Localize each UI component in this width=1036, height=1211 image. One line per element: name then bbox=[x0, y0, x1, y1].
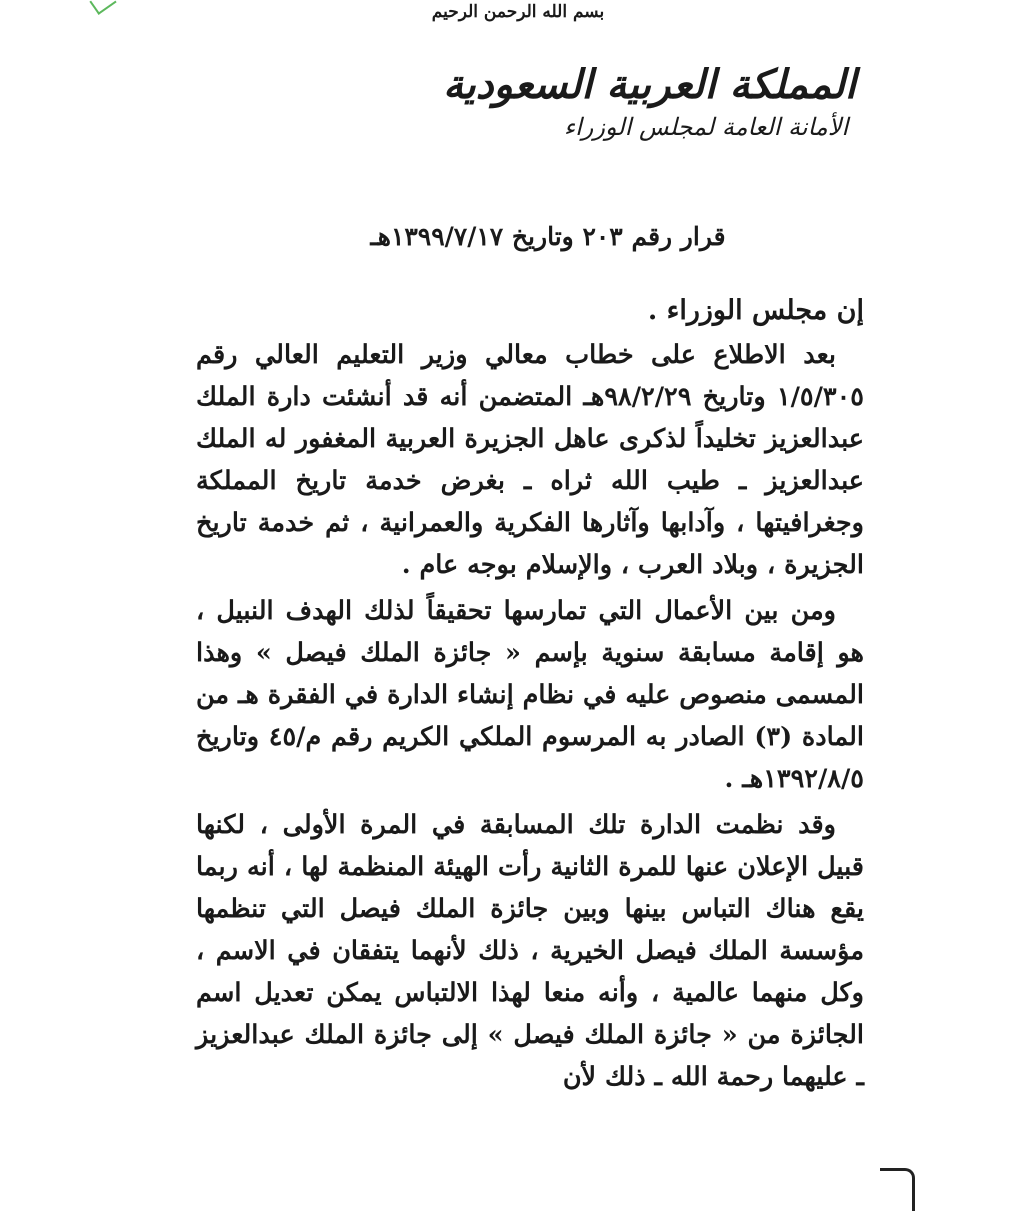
decision-title: قرار رقم ٢٠٣ وتاريخ ١٣٩٩/٧/١٧هـ bbox=[370, 222, 726, 251]
paragraph-1: بعد الاطلاع على خطاب معالي وزير التعليم العالي رقم ١/٥/٣٠٥ وتاريخ ٩٨/٢/٢٩هـ المتضمن أنه قد أنشئت دارة الملك عبدالعزيز تخليداً لذكرى عاهل الجزيرة العربية المغفور له الملك عبدالعزيز ـ طيب الله ثراه ـ بغرض خدمة تاريخ المملكة وجغرافيتها ، وآدابها وآثارها الفكرية والعمرانية ، ثم خدمة تاريخ الجزيرة ، وبلاد العرب ، والإسلام بوجه عام . bbox=[196, 340, 864, 580]
kingdom-name: المملكة العربية السعودية bbox=[443, 61, 856, 108]
secretariat-name: الأمانة العامة لمجلس الوزراء bbox=[563, 113, 849, 141]
letterhead bbox=[443, 61, 856, 142]
paragraph-3: وقد نظمت الدارة تلك المسابقة في المرة الأولى ، لكنها قبيل الإعلان عنها للمرة الثانية رأت الهيئة المنظمة لها ، أنه ربما يقع هناك التباس بينها وبين جائزة الملك فيصل التي تنظمها مؤسسة الملك فيصل الخيرية ، ذلك لأنهما يتفقان في الاسم ، وكل منهما عالمية ، وأنه منعا لهذا الالتباس يمكن تعديل اسم الجائزة من « جائزة الملك فيصل » إلى جائزة الملك عبدالعزيز ـ عليهما رحمة الله ـ ذلك لأن bbox=[196, 810, 864, 1092]
basmala-heading: بسم الله الرحمن الرحيم bbox=[431, 2, 605, 22]
paragraph-2: ومن بين الأعمال التي تمارسها تحقيقاً لذلك الهدف النبيل ، هو إقامة مسابقة سنوية بإسم « جائزة الملك فيصل » وهذا المسمى منصوص عليه في نظام إنشاء الدارة في الفقرة هـ من المادة (٣) الصادر به المرسوم الملكي الكريم رقم م/٤٥ وتاريخ ١٣٩٢/٨/٥هـ . bbox=[196, 596, 864, 794]
opening-line: إن مجلس الوزراء . bbox=[647, 295, 864, 326]
document-body bbox=[196, 290, 864, 1102]
page-corner-bracket bbox=[880, 1168, 915, 1211]
